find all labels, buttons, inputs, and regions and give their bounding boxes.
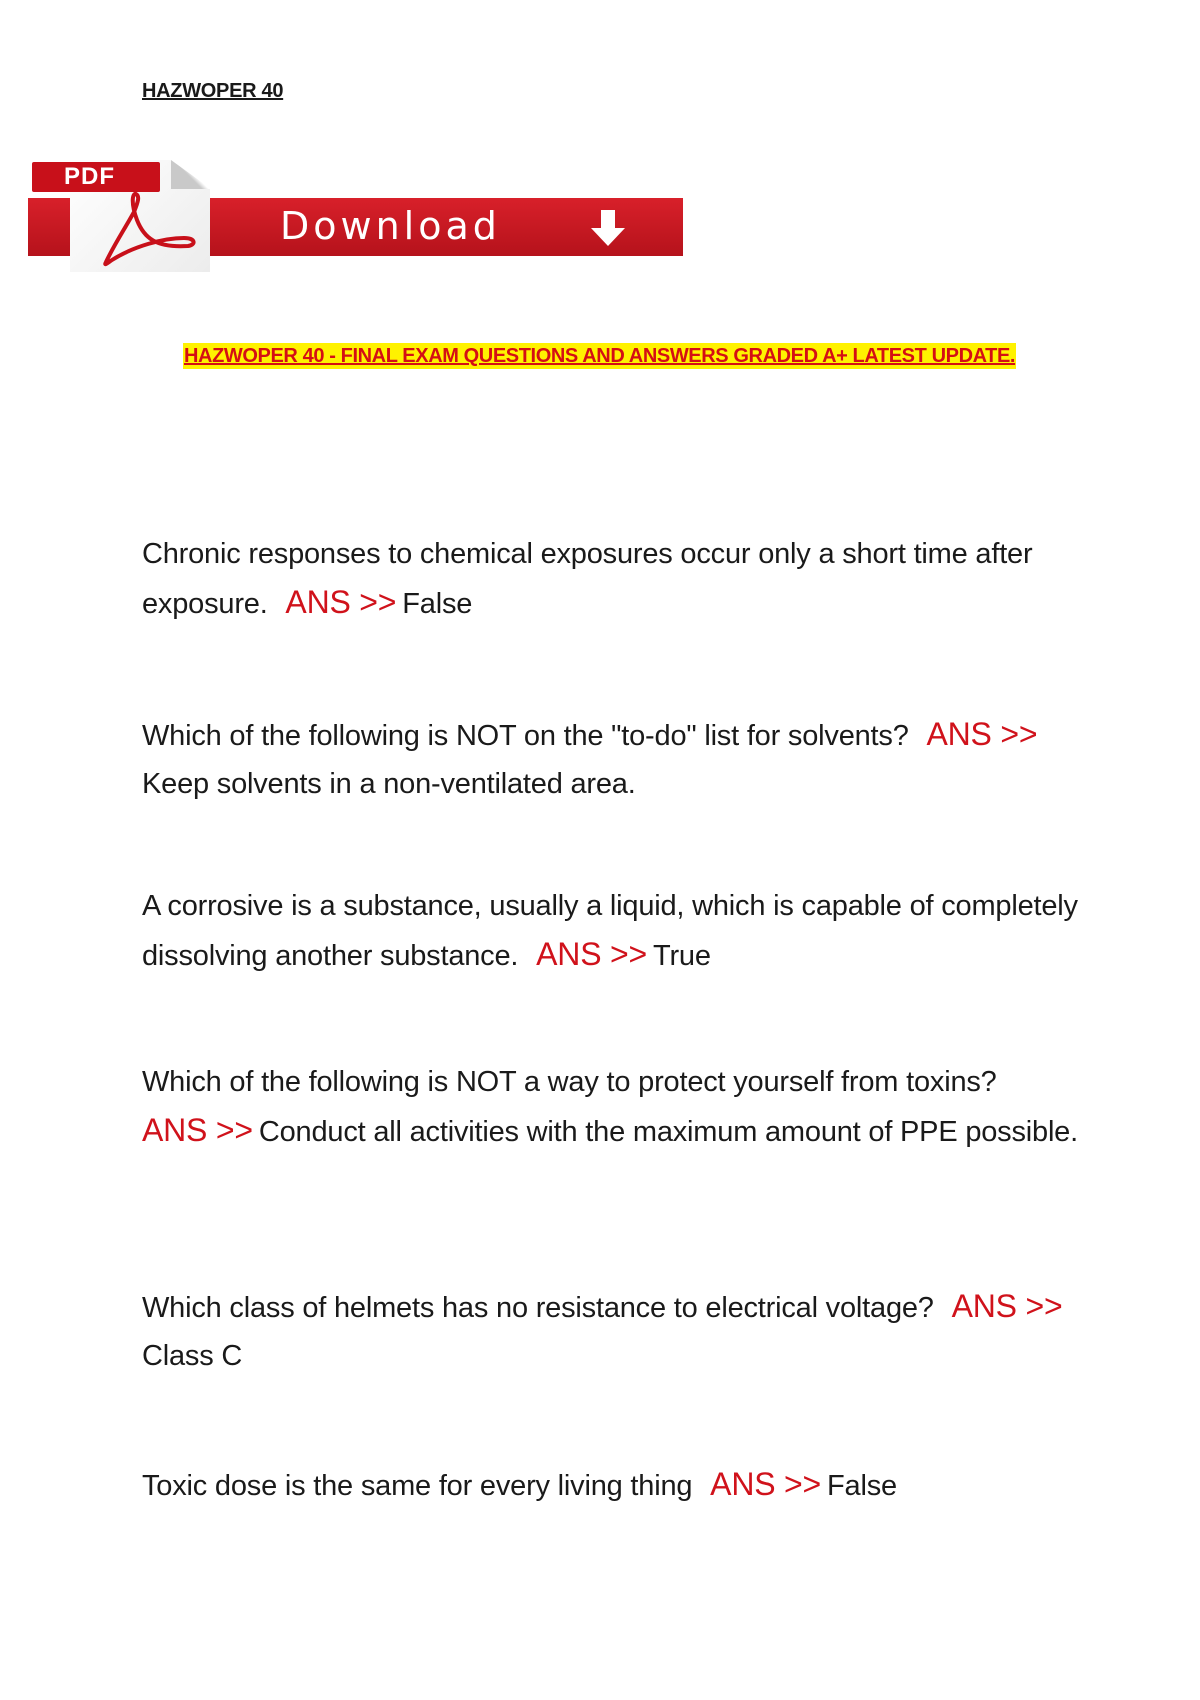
acrobat-icon xyxy=(84,190,204,270)
pdf-download-banner[interactable] xyxy=(28,160,688,275)
page-fold-icon xyxy=(171,160,211,189)
download-arrow-icon[interactable] xyxy=(588,208,628,250)
answer-marker: ANS >> xyxy=(536,936,648,972)
answer-text: False xyxy=(827,1470,897,1502)
qa-item xyxy=(142,1058,1082,1156)
answer-text: Conduct all activities with the maximum amount of PPE possible. xyxy=(258,1116,1078,1148)
download-label[interactable]: Download xyxy=(280,204,501,248)
document-title: HAZWOPER 40 - FINAL EXAM QUESTIONS AND ANSWERS GRADED A+ LATEST UPDATE. xyxy=(184,345,1016,367)
answer-text: Class C xyxy=(142,1340,243,1372)
answer-text: True xyxy=(653,940,711,972)
answer-marker: ANS >> xyxy=(710,1466,822,1502)
question-text: Toxic dose is the same for every living thing xyxy=(142,1470,693,1502)
answer-marker: ANS >> xyxy=(285,584,397,620)
header-label: HAZWOPER 40 xyxy=(142,80,284,102)
answer-marker: ANS >> xyxy=(926,716,1038,752)
qa-item xyxy=(142,882,1082,980)
answer-text: Keep solvents in a non-ventilated area. xyxy=(142,768,636,800)
pdf-tag: PDF xyxy=(32,162,160,192)
answer-text: False xyxy=(402,588,473,620)
qa-item xyxy=(142,530,1082,628)
question-text: Chronic responses to chemical exposures occur only a short time after exposure. xyxy=(142,538,1033,620)
qa-item xyxy=(142,1460,1082,1510)
question-text: Which class of helmets has no resistance to electrical voltage? xyxy=(142,1292,934,1324)
qa-item xyxy=(142,1282,1082,1380)
question-text: Which of the following is NOT on the "to-do" list for solvents? xyxy=(142,720,909,752)
question-text: A corrosive is a substance, usually a liquid, which is capable of completely dissolving another substance. xyxy=(142,890,1078,972)
qa-item xyxy=(142,710,1082,808)
answer-marker: ANS >> xyxy=(951,1288,1063,1324)
question-text: Which of the following is NOT a way to protect yourself from toxins? xyxy=(142,1066,997,1098)
answer-marker: ANS >> xyxy=(142,1112,253,1148)
